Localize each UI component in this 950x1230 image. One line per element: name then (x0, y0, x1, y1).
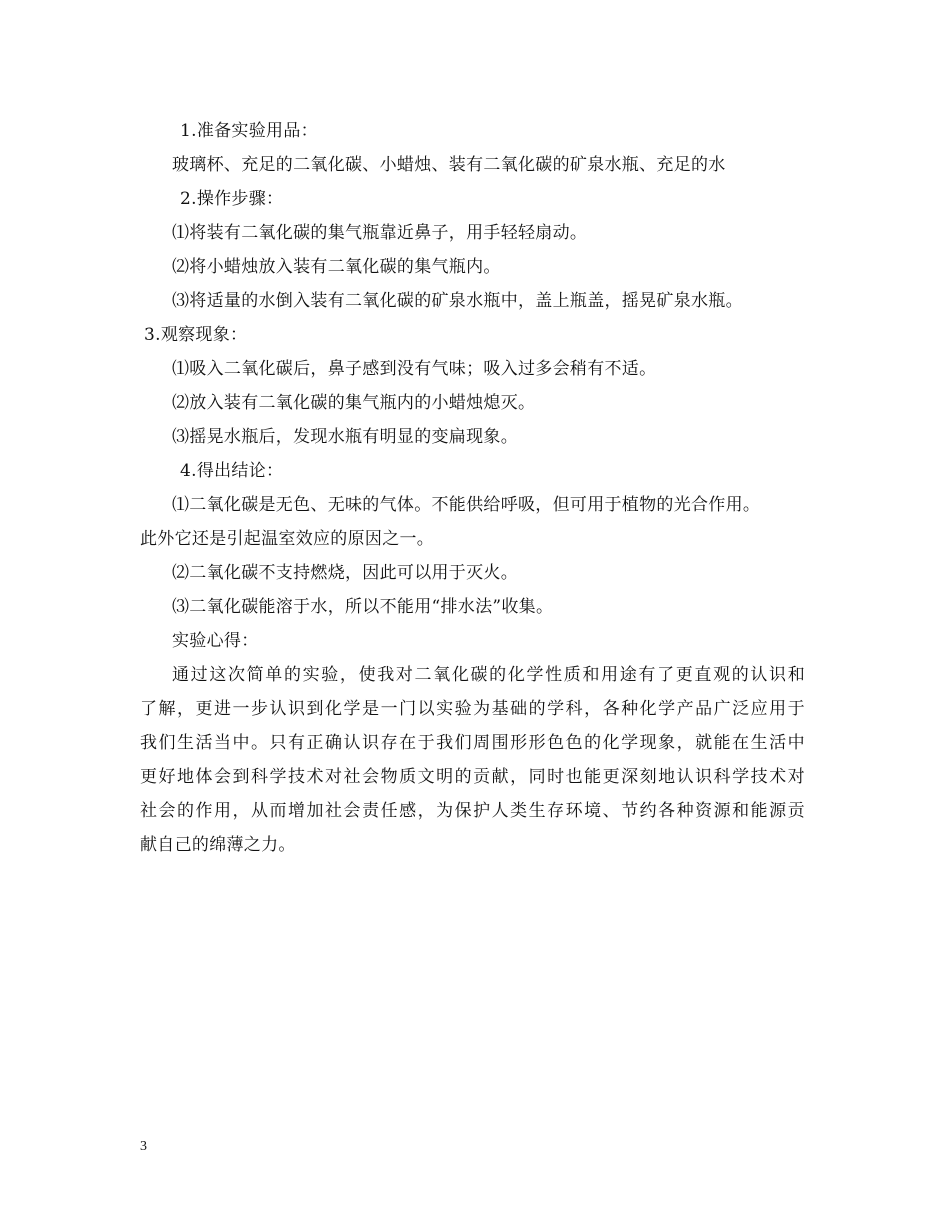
experience-line-1: 通过这次简单的实验，使我对二氧化碳的化学性质和用途有了更直观的认识和 (172, 665, 805, 685)
observation-3: ⑶摇晃水瓶后，发现水瓶有明显的变扁现象。 (172, 427, 518, 447)
observation-2: ⑵放入装有二氧化碳的集气瓶内的小蜡烛熄灭。 (172, 393, 536, 413)
conclusion-1-line-1: ⑴二氧化碳是无色、无味的气体。不能供给呼吸，但可用于植物的光合作用。 (172, 495, 761, 515)
section-3-heading: 3.观察现象： (144, 325, 248, 345)
step-3: ⑶将适量的水倒入装有二氧化碳的矿泉水瓶中，盖上瓶盖，摇晃矿泉水瓶。 (172, 291, 743, 311)
section-4-heading: 4.得出结论： (180, 461, 284, 481)
experience-line-4: 更好地体会到科学技术对社会物质文明的贡献，同时也能更深刻地认识科学技术对 (140, 767, 805, 787)
experience-line-2: 了解，更进一步认识到化学是一门以实验为基础的学科，各种化学产品广泛应用于 (140, 699, 805, 719)
experience-heading: 实验心得： (172, 631, 259, 651)
step-2: ⑵将小蜡烛放入装有二氧化碳的集气瓶内。 (172, 257, 501, 277)
page-number: 3 (140, 1139, 147, 1154)
conclusion-2: ⑵二氧化碳不支持燃烧，因此可以用于灭火。 (172, 563, 518, 583)
step-1: ⑴将装有二氧化碳的集气瓶靠近鼻子，用手轻轻扇动。 (172, 223, 588, 243)
section-1-items: 玻璃杯、充足的二氧化碳、小蜡烛、装有二氧化碳的矿泉水瓶、充足的水 (172, 155, 726, 175)
conclusion-3: ⑶二氧化碳能溶于水，所以不能用“排水法”收集。 (172, 597, 554, 617)
experience-line-5: 社会的作用，从而增加社会责任感，为保护人类生存环境、节约各种资源和能源贡 (140, 801, 805, 821)
experience-line-6: 献自己的绵薄之力。 (140, 835, 296, 855)
section-1-heading: 1.准备实验用品： (180, 121, 318, 141)
experience-line-3: 我们生活当中。只有正确认识存在于我们周围形形色色的化学现象，就能在生活中 (140, 733, 805, 753)
section-2-heading: 2.操作步骤： (180, 189, 284, 209)
conclusion-1-line-2: 此外它还是引起温室效应的原因之一。 (140, 529, 435, 549)
observation-1: ⑴吸入二氧化碳后，鼻子感到没有气味；吸入过多会稍有不适。 (172, 359, 657, 379)
